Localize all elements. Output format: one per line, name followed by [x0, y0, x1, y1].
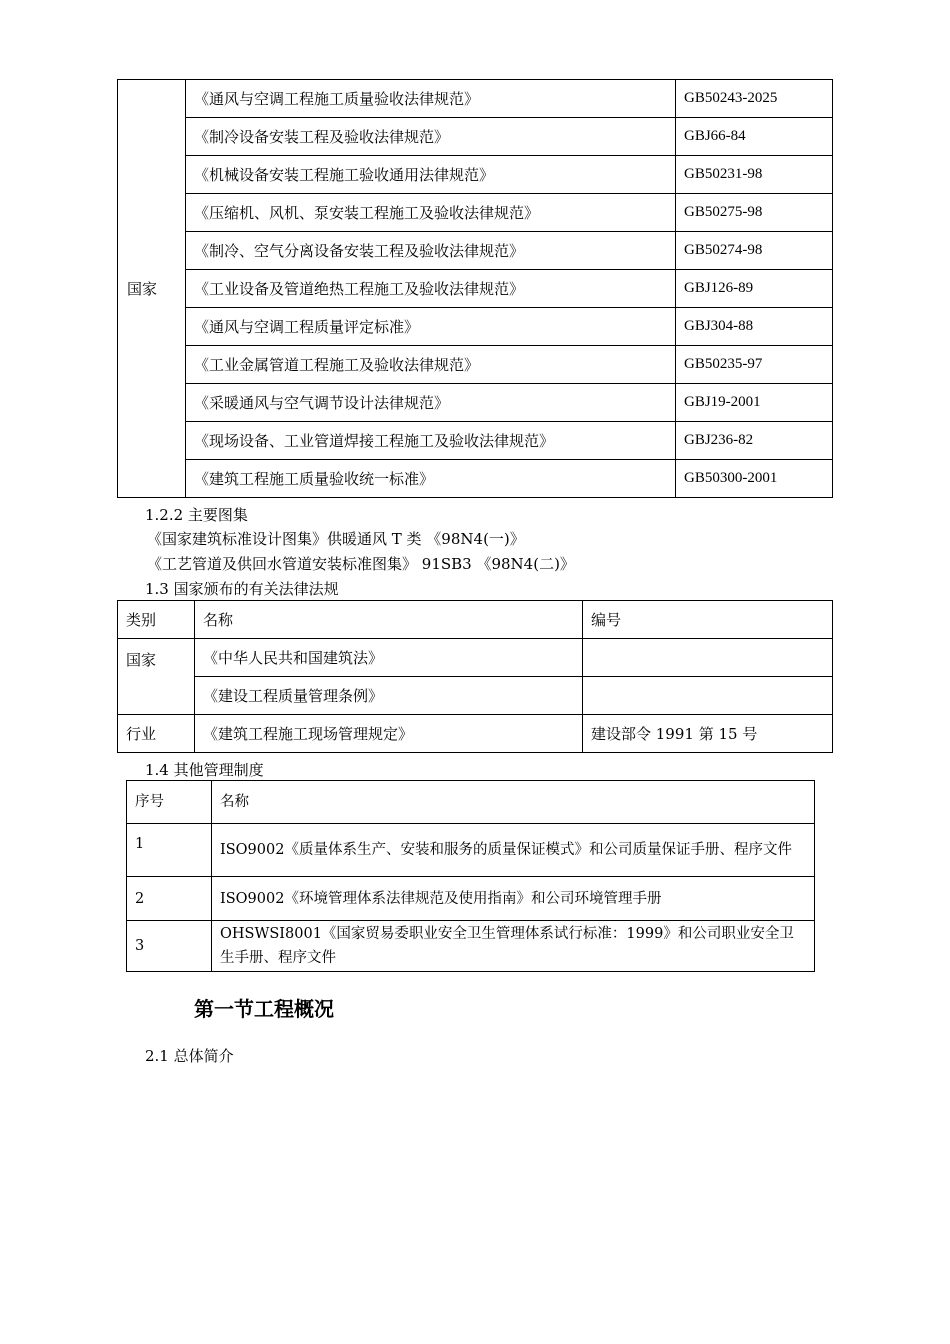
standard-code: GB50275-98: [676, 194, 833, 232]
standard-name: 《制冷设备安装工程及验收法律规范》: [186, 118, 676, 156]
table-row: [118, 346, 833, 384]
table-row: [118, 715, 833, 753]
row-name: ISO9002《质量体系生产、安装和服务的质量保证模式》和公司质量保证手册、程序文件: [212, 824, 815, 877]
table-header-row: [127, 781, 815, 824]
row-number: 3: [127, 921, 212, 972]
standard-code: GB50243-2025: [676, 80, 833, 118]
standard-name: 《工业金属管道工程施工及验收法律规范》: [186, 346, 676, 384]
atlas-line: 《工艺管道及供回水管道安装标准图集》 91SB3 《98N4(二)》: [147, 555, 575, 573]
standard-name: 《建筑工程施工质量验收统一标准》: [186, 460, 676, 498]
table-row: [118, 677, 833, 715]
other-heading: 1.4 其他管理制度: [145, 761, 264, 779]
table-header-row: [118, 601, 833, 639]
standard-name: 《采暖通风与空气调节设计法律规范》: [186, 384, 676, 422]
law-code: 建设部令 1991 第 15 号: [583, 715, 833, 753]
table-row: [127, 877, 815, 921]
laws-heading: 1.3 国家颁布的有关法律法规: [145, 580, 339, 598]
table-row: [118, 639, 833, 677]
standard-name: 《压缩机、风机、泵安装工程施工及验收法律规范》: [186, 194, 676, 232]
standard-name: 《通风与空调工程施工质量验收法律规范》: [186, 80, 676, 118]
row-name: ISO9002《环境管理体系法律规范及使用指南》和公司环境管理手册: [212, 877, 815, 921]
standard-code: GBJ66-84: [676, 118, 833, 156]
table-row: [118, 232, 833, 270]
standard-code: GBJ126-89: [676, 270, 833, 308]
standard-name: 《机械设备安装工程施工验收通用法律规范》: [186, 156, 676, 194]
standards-table: [117, 79, 833, 498]
table-row: [118, 422, 833, 460]
laws-table: [117, 600, 833, 753]
category-cell: 国家: [118, 639, 195, 715]
law-code: [583, 677, 833, 715]
law-code: [583, 639, 833, 677]
atlas-line: 《国家建筑标准设计图集》供暖通风 T 类 《98N4(一)》: [147, 530, 525, 548]
category-cell: 国家: [118, 80, 186, 498]
section-subheading: 2.1 总体简介: [145, 1047, 234, 1065]
table-row: [118, 118, 833, 156]
standard-code: GB50274-98: [676, 232, 833, 270]
header-name: 名称: [212, 781, 815, 824]
header-category: 类别: [118, 601, 195, 639]
table-row: [118, 460, 833, 498]
standard-name: 《工业设备及管道绝热工程施工及验收法律规范》: [186, 270, 676, 308]
standard-code: GB50235-97: [676, 346, 833, 384]
standard-name: 《现场设备、工业管道焊接工程施工及验收法律规范》: [186, 422, 676, 460]
category-cell: 行业: [118, 715, 195, 753]
header-no: 序号: [127, 781, 212, 824]
law-name: 《建设工程质量管理条例》: [195, 677, 583, 715]
standard-code: GBJ19-2001: [676, 384, 833, 422]
row-number: 1: [127, 824, 212, 877]
table-row: [118, 80, 833, 118]
standard-name: 《制冷、空气分离设备安装工程及验收法律规范》: [186, 232, 676, 270]
header-name: 名称: [195, 601, 583, 639]
standard-code: GBJ304-88: [676, 308, 833, 346]
table-row: [118, 384, 833, 422]
header-code: 编号: [583, 601, 833, 639]
table-row: [118, 156, 833, 194]
other-table: [126, 780, 815, 972]
table-row: [118, 270, 833, 308]
row-number: 2: [127, 877, 212, 921]
row-name: OHSWSI8001《国家贸易委职业安全卫生管理体系试行标准：1999》和公司职业安全卫生手册、程序文件: [212, 921, 815, 972]
table-row: [118, 308, 833, 346]
standard-name: 《通风与空调工程质量评定标准》: [186, 308, 676, 346]
standard-code: GBJ236-82: [676, 422, 833, 460]
atlas-heading: 1.2.2 主要图集: [145, 506, 248, 524]
law-name: 《建筑工程施工现场管理规定》: [195, 715, 583, 753]
table-row: [118, 194, 833, 232]
table-row: [127, 824, 815, 877]
law-name: 《中华人民共和国建筑法》: [195, 639, 583, 677]
standard-code: GB50231-98: [676, 156, 833, 194]
table-row: [127, 921, 815, 972]
standard-code: GB50300-2001: [676, 460, 833, 498]
section-title: 第一节工程概况: [194, 997, 334, 1021]
